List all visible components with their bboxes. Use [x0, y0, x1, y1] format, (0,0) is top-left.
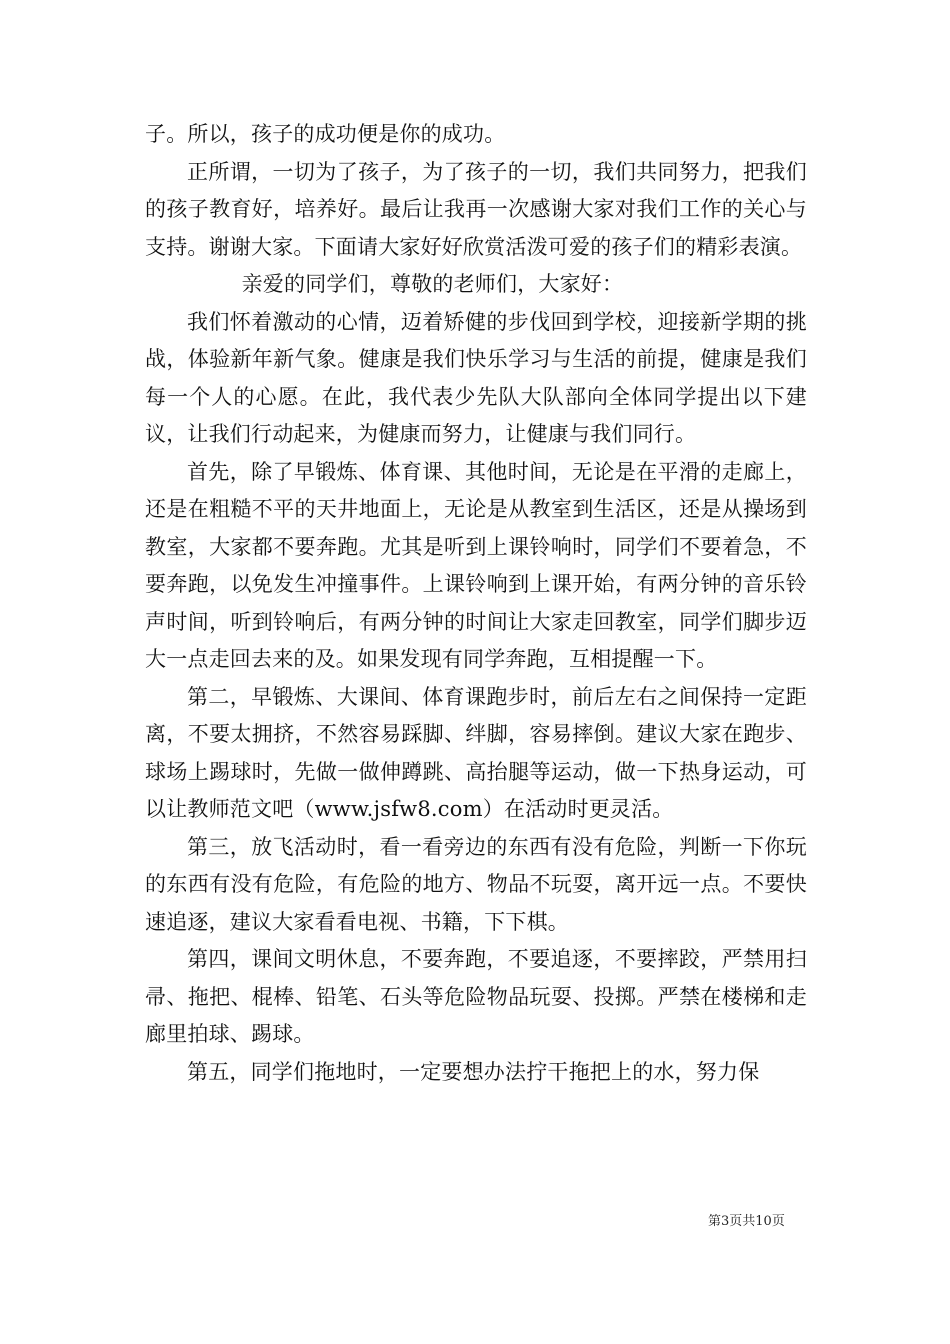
- paragraph-second-suggestion: 第二，早锻炼、大课间、体育课跑步时，前后左右之间保持一定距离，不要太拥挤，不然容易踩脚、绊脚，容易摔倒。建议大家在跑步、球场上踢球时，先做一做伸蹲跳、高抬腿等运动，做一下热身运动，可以让教师范文吧（www.jsfw8.com）在活动时更灵活。: [145, 684, 807, 821]
- paragraph-fifth-suggestion: 第五，同学们拖地时，一定要想办法拧干拖把上的水，努力保: [187, 1059, 760, 1084]
- paragraph-first-suggestion: 首先，除了早锻炼、体育课、其他时间，无论是在平滑的走廊上，还是在粗糙不平的天井地面上，无论是从教室到生活区，还是从操场到教室，大家都不要奔跑。尤其是听到上课铃响时，同学们不要着急，不要奔跑，以免发生冲撞事件。上课铃响到上课开始，有两分钟的音乐铃声时间，听到铃响后，有两分钟的时间让大家走回教室，同学们脚步迈大一点走回去来的及。如果发现有同学奔跑，互相提醒一下。: [145, 459, 807, 671]
- paragraph-closing-remarks: 正所谓，一切为了孩子，为了孩子的一切，我们共同努力，把我们的孩子教育好，培养好。最后让我再一次感谢大家对我们工作的关心与支持。谢谢大家。下面请大家好好欣赏活泼可爱的孩子们的精彩表演。: [145, 159, 807, 259]
- paragraph-continuation: 子。所以，孩子的成功便是你的成功。: [145, 122, 506, 146]
- paragraph-introduction: 我们怀着激动的心情，迈着矫健的步伐回到学校，迎接新学期的挑战，体验新年新气象。健康是我们快乐学习与生活的前提，健康是我们每一个人的心愿。在此，我代表少先队大队部向全体同学提出以下建议，让我们行动起来，为健康而努力，让健康与我们同行。: [145, 309, 807, 446]
- document-body: [145, 116, 807, 1091]
- speech-greeting: 亲爱的同学们，尊敬的老师们，大家好：: [241, 272, 624, 296]
- paragraph-third-suggestion: 第三，放飞活动时，看一看旁边的东西有没有危险，判断一下你玩的东西有没有危险，有危险的地方、物品不玩耍，离开远一点。不要快速追逐，建议大家看看电视、书籍，下下棋。: [145, 834, 807, 934]
- page-number-footer: 第3页共10页: [708, 1214, 785, 1229]
- paragraph-fourth-suggestion: 第四，课间文明休息，不要奔跑，不要追逐，不要摔跤，严禁用扫帚、拖把、棍棒、铅笔、石头等危险物品玩耍、投掷。严禁在楼梯和走廊里拍球、踢球。: [145, 947, 807, 1046]
